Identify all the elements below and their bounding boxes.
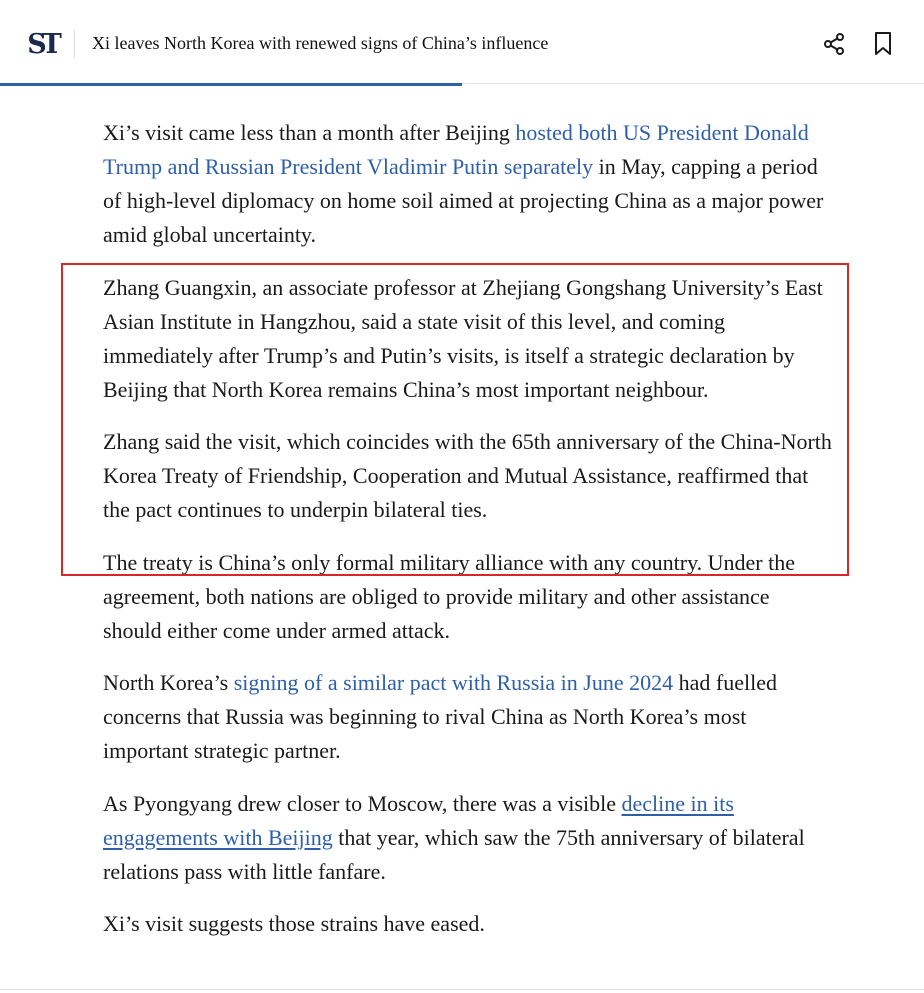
paragraph-3: Zhang said the visit, which coincides with the 65th anniversary of the China-North Korea Treaty of Friendship, Cooperation and Mutual Assistance, reaffirmed that the pact continues to underpin bilateral ties. [103,429,832,522]
paragraph-text: that year, which saw the 75th anniversary of bilateral relations pass with little fanfare. [103,824,805,884]
header-title: Xi leaves North Korea with renewed signs of China’s influence [92,33,549,53]
link-trump-putin-visits[interactable]: hosted both US President Donald Trump and Russian President Vladimir Putin separately [103,120,809,179]
header-divider [74,30,75,58]
paragraph-7: Xi’s visit suggests those strains have eased. [103,911,485,936]
share-icon [822,32,846,56]
article-body [103,116,833,960]
paragraph-text: North Korea’s [103,670,234,695]
paragraph-6 [103,787,833,889]
reading-progress-fill [0,83,462,86]
paragraph-text: in May, capping a period of high-level diplomacy on home soil aimed at projecting China as a major power amid global uncertainty. [103,154,824,247]
logo-text: ST [27,28,57,60]
paragraph-1 [103,116,833,252]
paragraph-text: As Pyongyang drew closer to Moscow, there was a visible [103,790,622,816]
bottom-divider [0,989,924,990]
paragraph-2: Zhang Guangxin, an associate professor at Zhejiang Gongshang University’s East Asian Institute in Hangzhou, said a state visit of this level, and coming immediately after Trump’s and Putin’s visits, is itself a strategic declaration by Beijing that North Korea remains China’s most important neighbour. [103,274,823,402]
paragraph-4: The treaty is China’s only formal military alliance with any country. Under the agreement, both nations are obliged to provide military and other assistance should either come under armed attack. [103,549,795,643]
bookmark-button[interactable] [870,30,896,58]
paragraph-text: had fuelled concerns that Russia was beginning to rival China as North Korea’s most important strategic partner. [103,670,777,763]
link-russia-pact[interactable]: signing of a similar pact with Russia in June 2024 [233,670,674,695]
paragraph-text: Xi’s visit came less than a month after Beijing [103,120,516,145]
link-decline-engagements[interactable]: decline in its engagements with Beijing [103,790,734,850]
share-button[interactable] [821,30,847,58]
article-header [0,0,924,84]
st-logo[interactable] [24,27,60,61]
reading-progress-bar [0,83,924,86]
bookmark-icon [873,31,893,57]
paragraph-5 [103,666,833,768]
